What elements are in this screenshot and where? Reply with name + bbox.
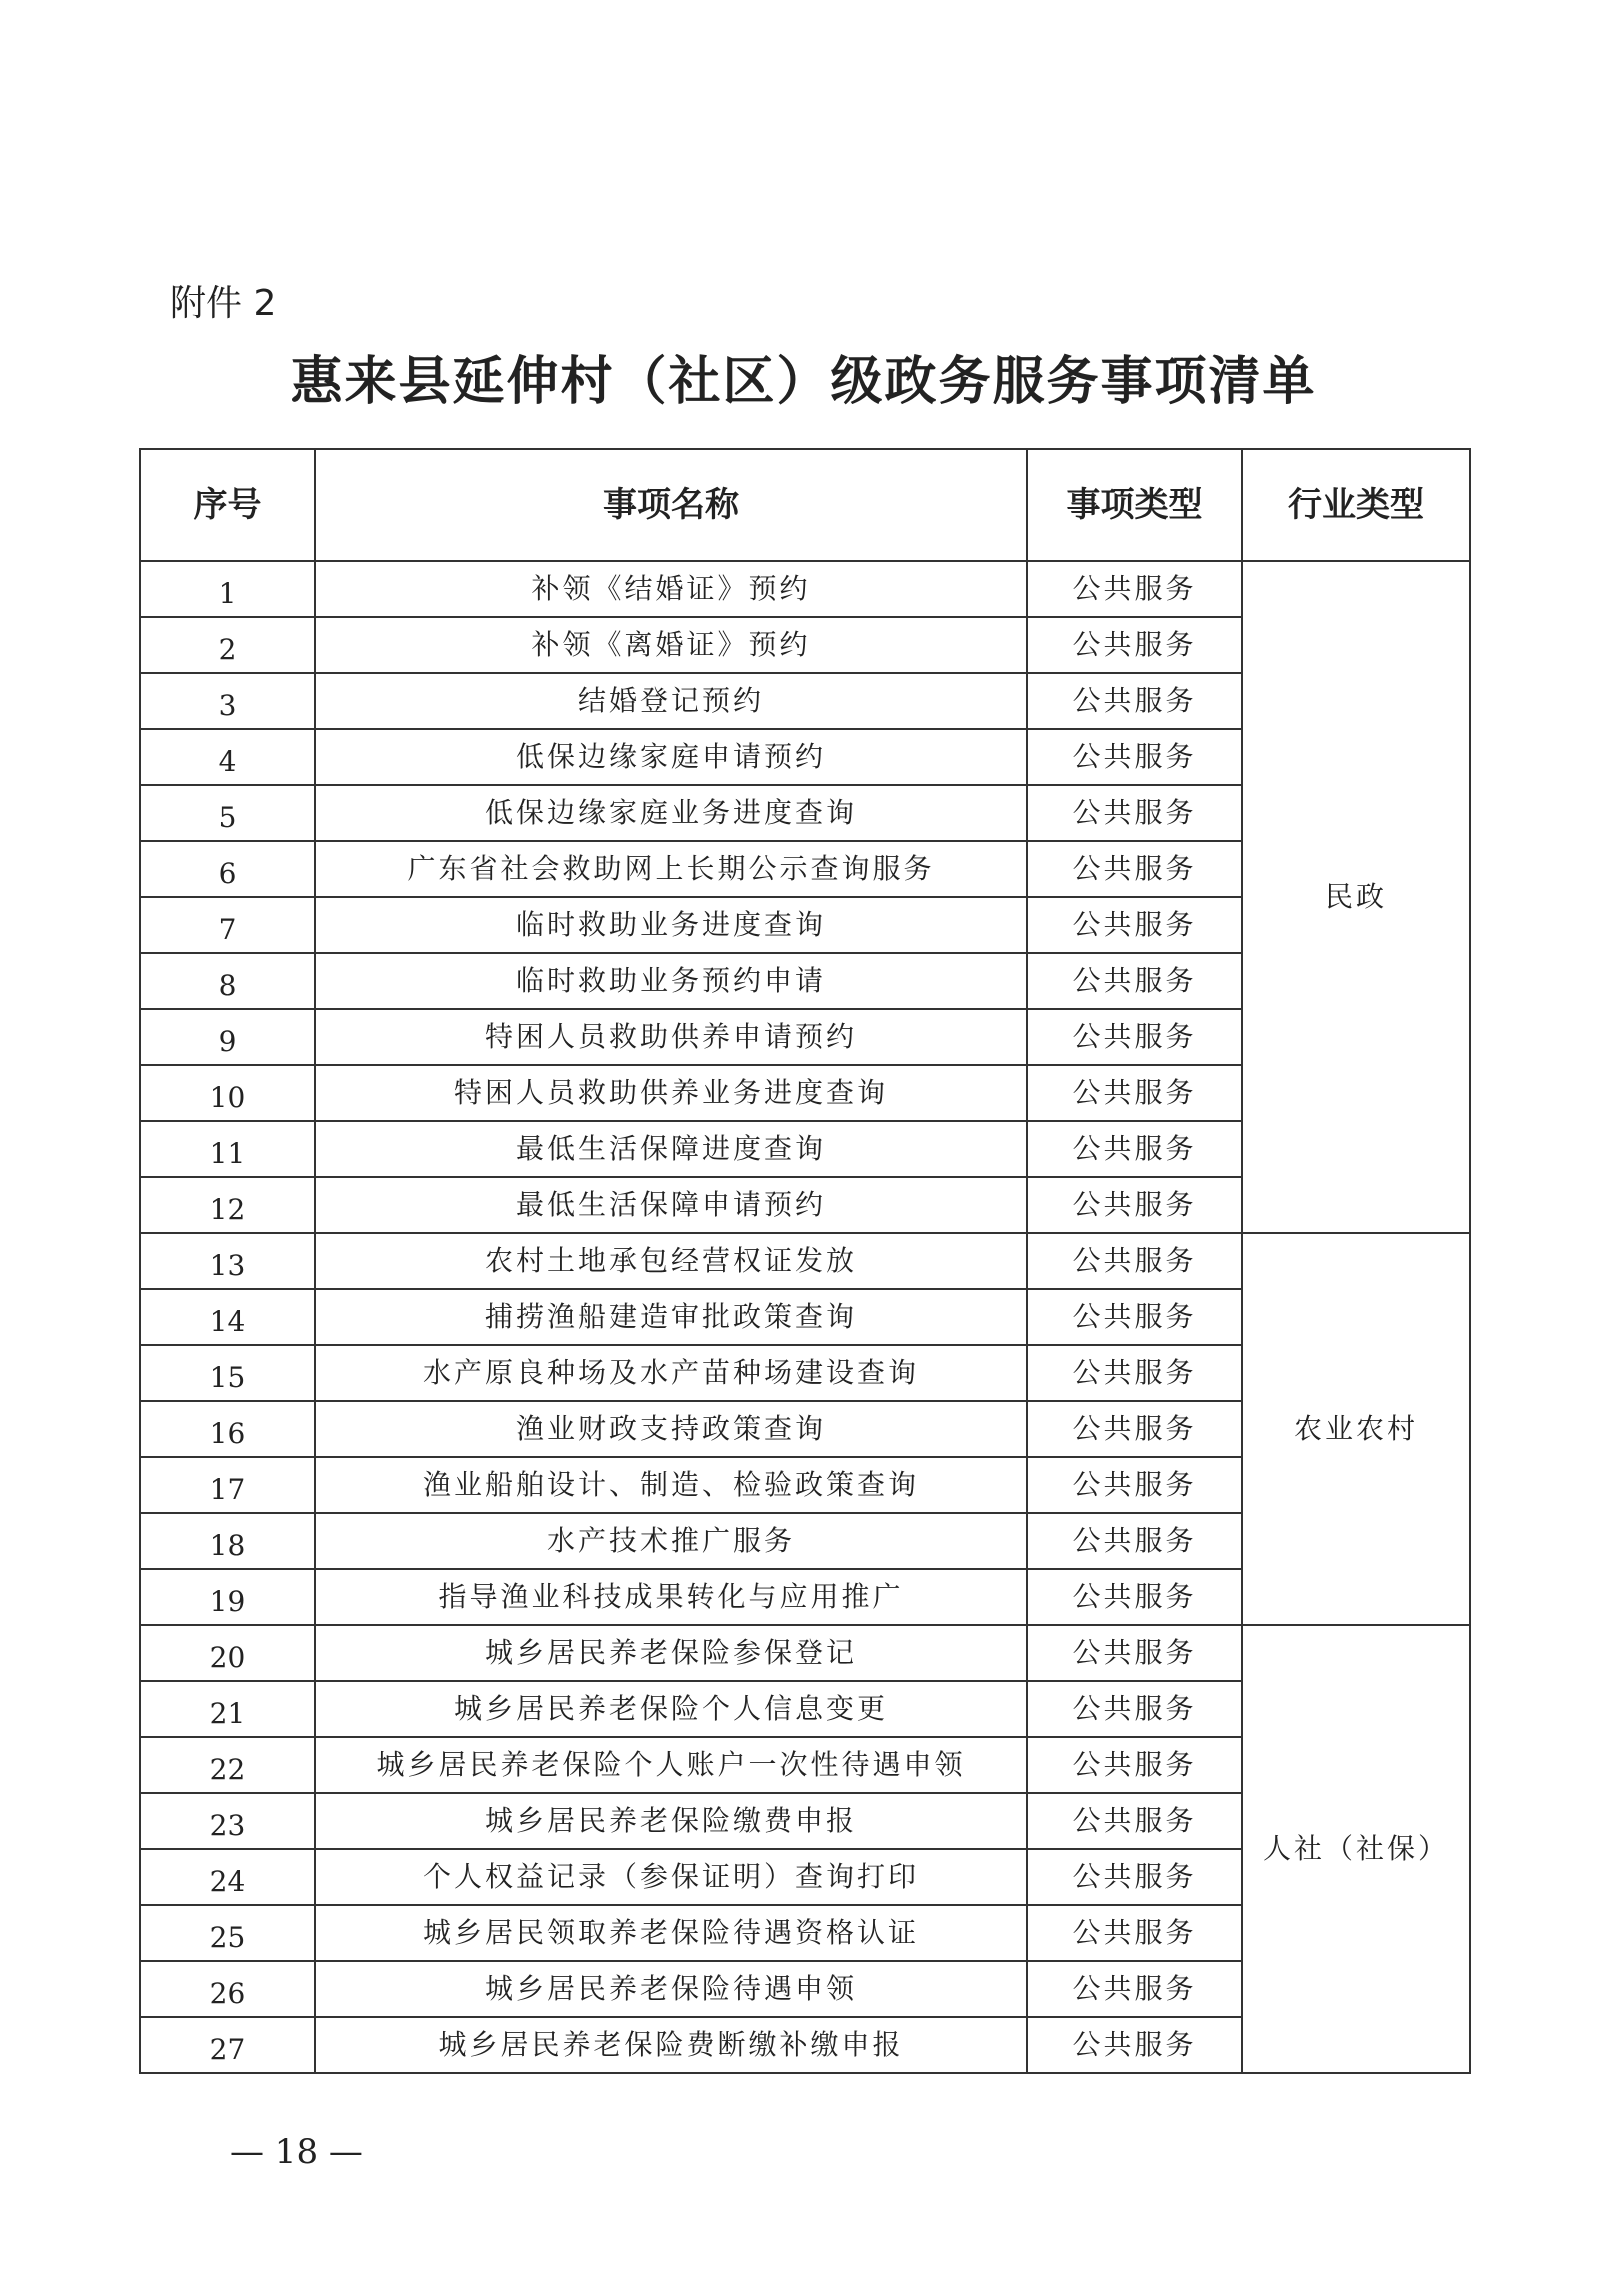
row-number: 14 [140, 1289, 315, 1345]
item-type: 公共服务 [1027, 953, 1242, 1009]
item-name: 渔业船舶设计、制造、检验政策查询 [315, 1457, 1027, 1513]
attachment-label: 附件 2 [170, 283, 277, 324]
page-number: — 18 — [230, 2132, 363, 2172]
item-type: 公共服务 [1027, 1737, 1242, 1793]
item-type: 公共服务 [1027, 1233, 1242, 1289]
row-number: 15 [140, 1345, 315, 1401]
item-type: 公共服务 [1027, 1121, 1242, 1177]
item-type: 公共服务 [1027, 897, 1242, 953]
row-number: 21 [140, 1681, 315, 1737]
row-number: 8 [140, 953, 315, 1009]
row-number: 13 [140, 1233, 315, 1289]
item-type: 公共服务 [1027, 1905, 1242, 1961]
item-name: 临时救助业务进度查询 [315, 897, 1027, 953]
item-type: 公共服务 [1027, 729, 1242, 785]
item-type: 公共服务 [1027, 617, 1242, 673]
item-name: 广东省社会救助网上长期公示查询服务 [315, 841, 1027, 897]
table-row [140, 1233, 1470, 1289]
row-number: 18 [140, 1513, 315, 1569]
row-number: 25 [140, 1905, 315, 1961]
item-name: 补领《结婚证》预约 [315, 561, 1027, 617]
row-number: 16 [140, 1401, 315, 1457]
row-number: 3 [140, 673, 315, 729]
row-number: 10 [140, 1065, 315, 1121]
item-type: 公共服务 [1027, 1569, 1242, 1625]
item-type: 公共服务 [1027, 1681, 1242, 1737]
item-type: 公共服务 [1027, 1961, 1242, 2017]
item-name: 特困人员救助供养申请预约 [315, 1009, 1027, 1065]
industry-type: 民政 [1242, 561, 1470, 1233]
item-name: 最低生活保障申请预约 [315, 1177, 1027, 1233]
row-number: 6 [140, 841, 315, 897]
header-no: 序号 [140, 449, 315, 561]
item-name: 渔业财政支持政策查询 [315, 1401, 1027, 1457]
row-number: 19 [140, 1569, 315, 1625]
item-name: 补领《离婚证》预约 [315, 617, 1027, 673]
item-name: 城乡居民养老保险缴费申报 [315, 1793, 1027, 1849]
industry-type: 人社（社保） [1242, 1625, 1470, 2073]
row-number: 9 [140, 1009, 315, 1065]
row-number: 11 [140, 1121, 315, 1177]
row-number: 17 [140, 1457, 315, 1513]
row-number: 5 [140, 785, 315, 841]
item-name: 指导渔业科技成果转化与应用推广 [315, 1569, 1027, 1625]
row-number: 26 [140, 1961, 315, 2017]
item-type: 公共服务 [1027, 673, 1242, 729]
item-type: 公共服务 [1027, 841, 1242, 897]
item-type: 公共服务 [1027, 1289, 1242, 1345]
item-name: 低保边缘家庭申请预约 [315, 729, 1027, 785]
item-name: 城乡居民养老保险参保登记 [315, 1625, 1027, 1681]
item-type: 公共服务 [1027, 2017, 1242, 2073]
item-name: 临时救助业务预约申请 [315, 953, 1027, 1009]
header-type: 事项类型 [1027, 449, 1242, 561]
row-number: 4 [140, 729, 315, 785]
industry-type: 农业农村 [1242, 1233, 1470, 1625]
item-name: 城乡居民养老保险个人账户一次性待遇申领 [315, 1737, 1027, 1793]
item-type: 公共服务 [1027, 1513, 1242, 1569]
item-type: 公共服务 [1027, 561, 1242, 617]
table-header-row [140, 449, 1470, 561]
item-name: 水产原良种场及水产苗种场建设查询 [315, 1345, 1027, 1401]
item-type: 公共服务 [1027, 1065, 1242, 1121]
table-row [140, 561, 1470, 617]
table-row [140, 1625, 1470, 1681]
row-number: 23 [140, 1793, 315, 1849]
item-name: 低保边缘家庭业务进度查询 [315, 785, 1027, 841]
item-type: 公共服务 [1027, 1009, 1242, 1065]
row-number: 7 [140, 897, 315, 953]
row-number: 2 [140, 617, 315, 673]
item-type: 公共服务 [1027, 1793, 1242, 1849]
item-type: 公共服务 [1027, 1401, 1242, 1457]
item-type: 公共服务 [1027, 785, 1242, 841]
header-industry: 行业类型 [1242, 449, 1470, 561]
item-name: 水产技术推广服务 [315, 1513, 1027, 1569]
document-title: 惠来县延伸村（社区）级政务服务事项清单 [290, 352, 1317, 412]
item-type: 公共服务 [1027, 1177, 1242, 1233]
item-name: 城乡居民养老保险费断缴补缴申报 [315, 2017, 1027, 2073]
header-name: 事项名称 [315, 449, 1027, 561]
item-type: 公共服务 [1027, 1457, 1242, 1513]
item-type: 公共服务 [1027, 1345, 1242, 1401]
item-type: 公共服务 [1027, 1625, 1242, 1681]
service-items-table [139, 448, 1471, 2074]
row-number: 20 [140, 1625, 315, 1681]
item-name: 城乡居民领取养老保险待遇资格认证 [315, 1905, 1027, 1961]
item-name: 特困人员救助供养业务进度查询 [315, 1065, 1027, 1121]
row-number: 1 [140, 561, 315, 617]
item-name: 最低生活保障进度查询 [315, 1121, 1027, 1177]
row-number: 22 [140, 1737, 315, 1793]
item-name: 结婚登记预约 [315, 673, 1027, 729]
item-name: 捕捞渔船建造审批政策查询 [315, 1289, 1027, 1345]
row-number: 12 [140, 1177, 315, 1233]
item-name: 农村土地承包经营权证发放 [315, 1233, 1027, 1289]
row-number: 24 [140, 1849, 315, 1905]
item-type: 公共服务 [1027, 1849, 1242, 1905]
row-number: 27 [140, 2017, 315, 2073]
item-name: 个人权益记录（参保证明）查询打印 [315, 1849, 1027, 1905]
item-name: 城乡居民养老保险个人信息变更 [315, 1681, 1027, 1737]
item-name: 城乡居民养老保险待遇申领 [315, 1961, 1027, 2017]
